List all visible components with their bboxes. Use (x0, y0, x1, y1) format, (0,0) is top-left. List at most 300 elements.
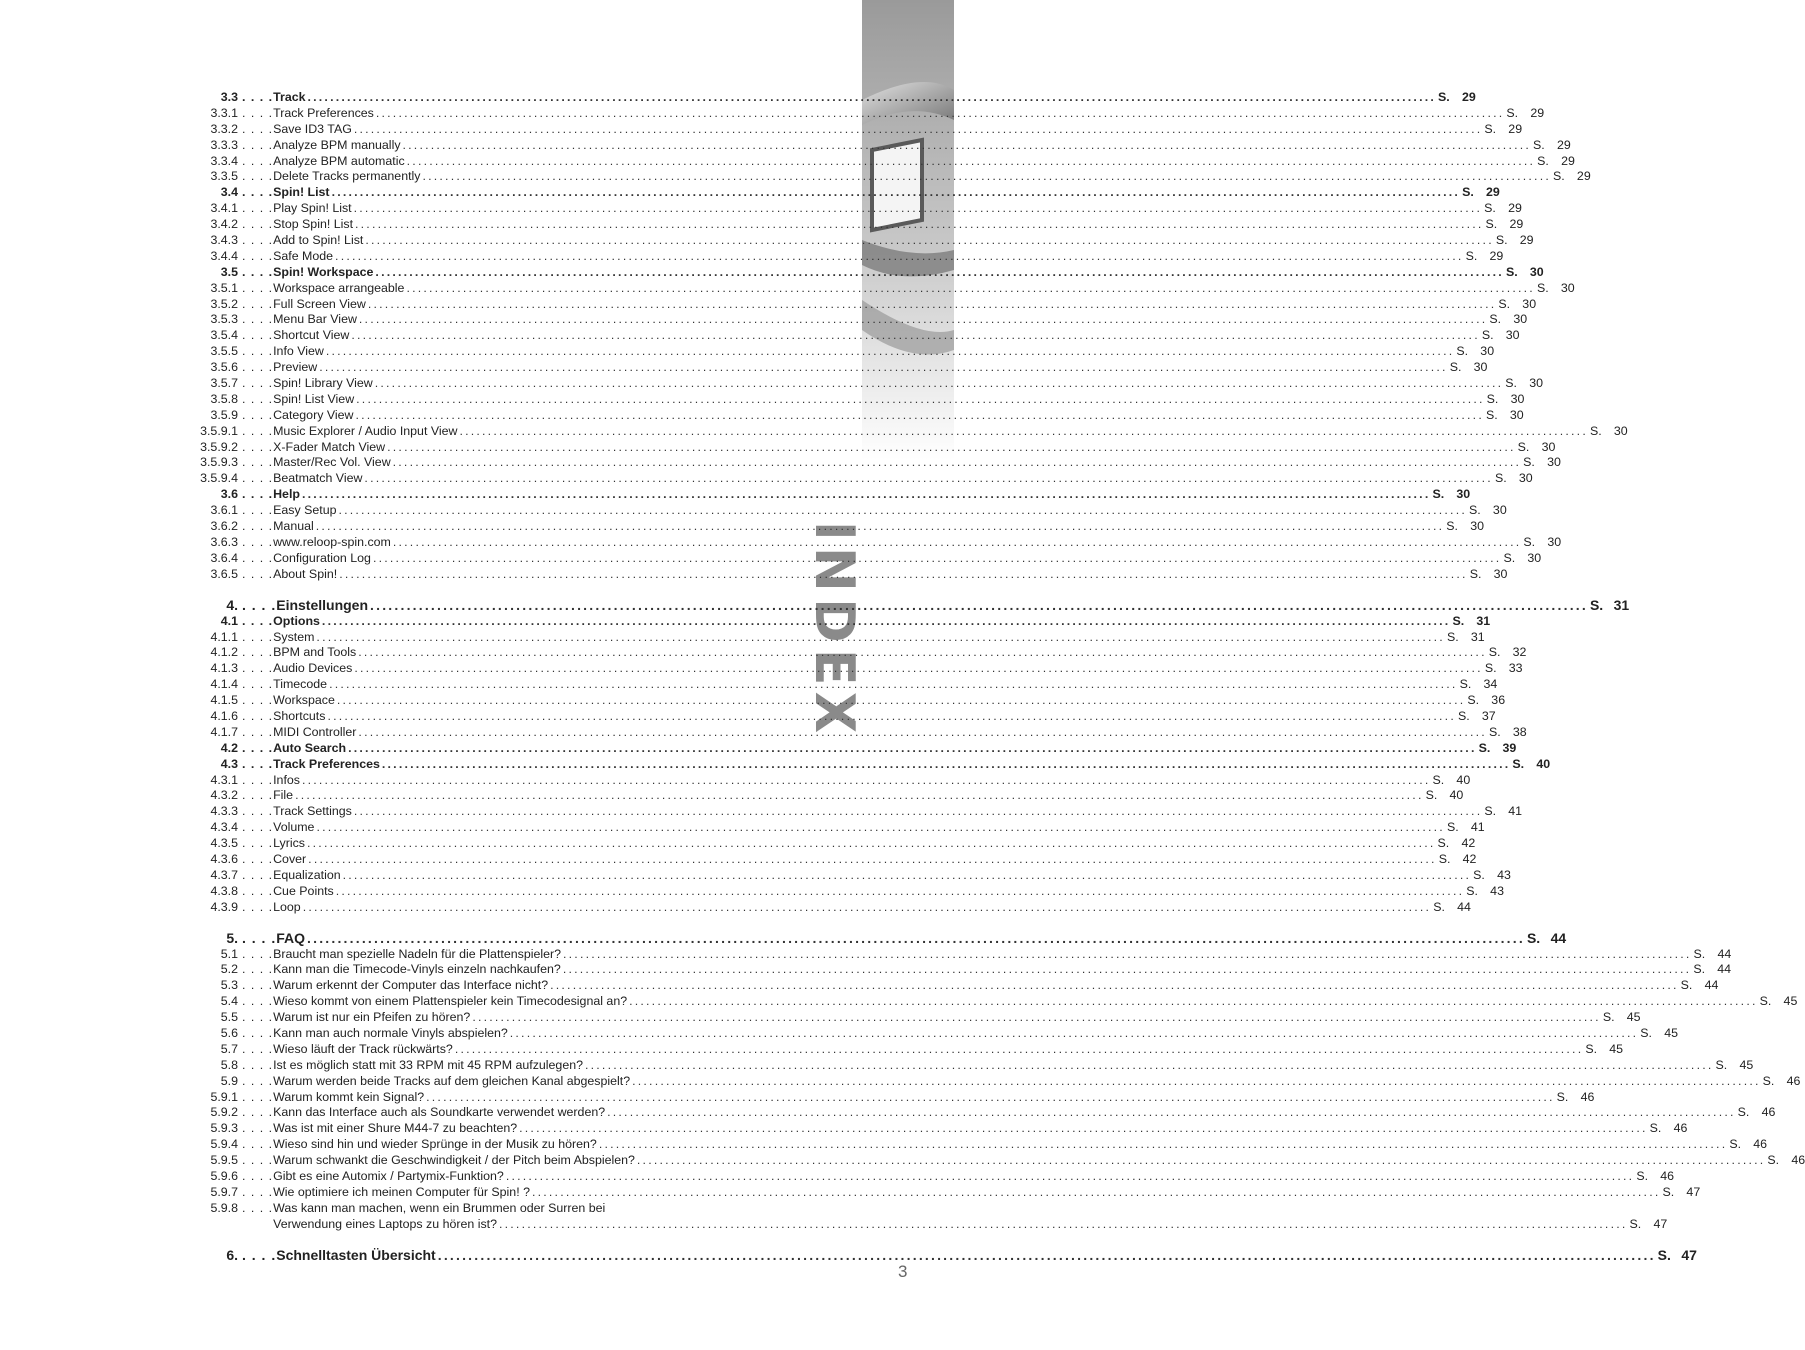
toc-entry-page: 30 (1547, 534, 1562, 549)
toc-entry-page-prefix: S. (1432, 487, 1445, 502)
toc-entry-number: 4.1.1 (210, 629, 238, 644)
toc-entry-page-prefix: S. (1473, 867, 1485, 882)
toc-entry-leader: . . . . (242, 1010, 274, 1025)
toc-entry-page: 32 (1512, 645, 1527, 660)
toc-entry-page-prefix: S. (1636, 1169, 1649, 1183)
toc-entry-leader: . . . . (242, 740, 274, 755)
toc-entry-dot-leader: ........................................................................................................................................................................................................ (308, 851, 1437, 866)
toc-entry-page-prefix: S. (1494, 471, 1507, 486)
toc-entry-page: 29 (1561, 153, 1575, 168)
toc-entry-leader: . . . . (242, 867, 274, 882)
toc-entry[interactable] (190, 248, 1504, 265)
toc-entry-title: Spin! Workspace (273, 264, 374, 279)
toc-entry-page: 30 (1547, 455, 1561, 470)
toc-entry[interactable] (190, 550, 1542, 567)
toc-entry-dot-leader: ........................................................................................................................................................................................................ (353, 201, 1483, 216)
toc-entry-page-prefix: S. (1438, 90, 1450, 104)
toc-entry-page: 44 (1550, 929, 1567, 946)
toc-entry-page: 30 (1473, 360, 1488, 375)
toc-entry[interactable] (190, 503, 1507, 519)
toc-entry[interactable] (190, 677, 1498, 693)
toc-entry-page: 29 (1508, 201, 1522, 216)
toc-entry-leader: . . . . (242, 1169, 274, 1183)
toc-entry[interactable] (190, 153, 1575, 170)
toc-entry-page-prefix: S. (1693, 946, 1706, 961)
toc-entry-dot-leader: ........................................................................................................................................................................................................ (505, 1169, 1635, 1183)
toc-entry-title: MIDI Controller (273, 724, 357, 739)
toc-entry[interactable] (190, 645, 1527, 661)
toc-entry-leader: . . . . (242, 1184, 274, 1199)
toc-entry[interactable] (190, 90, 1476, 106)
toc-entry-title: Workspace arrangeable (273, 280, 405, 295)
toc-entry-dot-leader: ........................................................................................................................................................................................................ (636, 1153, 1766, 1168)
toc-entry-number: 3.5.9.4 (200, 471, 238, 486)
toc-entry-page-prefix: S. (1467, 693, 1480, 708)
toc-entry-dot-leader: ........................................................................................................................................................................................................ (387, 439, 1516, 454)
toc-entry[interactable] (190, 962, 1732, 978)
toc-entry[interactable] (190, 487, 1471, 503)
toc-entry-dot-leader: ........................................................................................................................................................................................................ (327, 708, 1456, 723)
toc-entry-page: 43 (1490, 883, 1504, 898)
toc-entry-number: 5.9 (220, 1073, 238, 1088)
toc-entry-dot-leader: ........................................................................................................................................................................................................ (325, 344, 1455, 359)
toc-entry-page: 45 (1664, 1025, 1678, 1040)
toc-entry-page-prefix: S. (1759, 994, 1772, 1009)
toc-entry-title: Einstellungen (276, 596, 369, 613)
toc-entry-title: Wieso sind hin und wieder Sprünge in der Musik zu hören? (273, 1137, 597, 1152)
toc-entry-title: Help (273, 487, 300, 502)
toc-entry-leader: . . . . (242, 534, 274, 549)
toc-entry-title: Wieso kommt von einem Plattenspieler kein Timecodesignal an? (273, 994, 628, 1009)
toc-entry[interactable] (190, 1073, 1801, 1090)
toc-entry[interactable] (190, 596, 1630, 614)
toc-entry-title: Warum ist nur ein Pfeifen zu hören? (273, 1010, 471, 1025)
toc-entry-title: Play Spin! List (273, 201, 352, 216)
toc-entry-number: 5.1 (220, 946, 238, 961)
toc-entry-leader: . . . . (242, 566, 274, 581)
toc-entry-page-prefix: S. (1484, 661, 1497, 676)
toc-entry[interactable] (190, 1089, 1595, 1106)
toc-entry[interactable] (190, 105, 1545, 122)
toc-entry-leader: . . . . (242, 217, 274, 232)
toc-entry-page: 40 (1449, 788, 1464, 803)
toc-entry[interactable] (190, 185, 1500, 201)
toc-entry-leader: . . . . (242, 312, 274, 327)
toc-entry[interactable] (190, 296, 1537, 313)
toc-entry-number: 4.1.6 (210, 708, 238, 723)
toc-entry-title: Auto Search (273, 740, 347, 755)
toc-entry-dot-leader: ........................................................................................................................................................................................................ (367, 296, 1497, 311)
toc-entry-page: 46 (1791, 1153, 1805, 1168)
toc-entry-number: 3.6.5 (210, 566, 238, 581)
toc-entry-leader: . . . . (242, 1137, 274, 1152)
toc-entry-dot-leader: ........................................................................................................................................................................................................ (338, 503, 1467, 518)
toc-entry-leader: . . . . (242, 503, 274, 518)
toc-entry-dot-leader: ........................................................................................................................................................................................................ (358, 724, 1487, 739)
toc-entry-leader: . . . . (242, 296, 274, 311)
toc-entry-title: Warum erkennt der Computer das Interface nicht? (273, 978, 549, 993)
toc-entry-number: 4.3.3 (210, 804, 238, 819)
toc-entry[interactable] (190, 264, 1544, 281)
toc-entry[interactable] (190, 137, 1571, 154)
toc-entry-number: 4.1.2 (210, 645, 238, 660)
toc-entry[interactable] (190, 820, 1485, 836)
toc-entry[interactable] (190, 280, 1575, 297)
toc-entry-title: Analyze BPM manually (273, 137, 401, 152)
toc-entry-dot-leader: ........................................................................................................................................................................................................ (509, 1025, 1639, 1040)
toc-entry-number: 6. (226, 1246, 238, 1263)
toc-entry-page-prefix: S. (1505, 264, 1518, 279)
toc-entry-number: 3.5.3 (210, 312, 238, 327)
toc-entry-number: 5.2 (220, 962, 238, 977)
toc-entry-title: Spin! List (273, 185, 330, 200)
toc-entry[interactable] (190, 566, 1508, 583)
toc-entry-page: 29 (1519, 233, 1534, 248)
toc-entry-number: 3.4.3 (210, 233, 238, 248)
toc-entry-leader: . . . . (242, 1200, 274, 1215)
toc-entry-number: 5.9.7 (210, 1184, 238, 1199)
toc-entry-title: File (273, 788, 294, 803)
toc-entry-title: Audio Devices (273, 661, 353, 676)
toc-entry-leader: . . . . (242, 487, 274, 502)
toc-entry-page: 30 (1470, 519, 1484, 534)
toc-entry-title: Shortcut View (273, 328, 350, 343)
toc-entry-page: 29 (1576, 169, 1591, 184)
toc-entry-title: Kann man die Timecode-Vinyls einzeln nachkaufen? (273, 962, 561, 977)
toc-entry-page-prefix: S. (1589, 596, 1604, 613)
toc-entry-title: System (273, 629, 315, 644)
toc-entry-dot-leader: ........................................................................................................................................................................................................ (375, 264, 1504, 279)
toc-entry-dot-leader: ........................................................................................................................................................................................................ (563, 946, 1692, 961)
toc-entry-leader: . . . . (242, 899, 274, 914)
toc-entry[interactable] (190, 455, 1561, 471)
toc-entry-title: Gibt es eine Automix / Partymix-Funktion? (273, 1169, 504, 1183)
toc-entry-number: 3.6.2 (210, 519, 238, 534)
toc-entry-leader: . . . . (242, 820, 274, 835)
toc-entry-title: Track Preferences (273, 105, 374, 120)
toc-entry-leader: . . . . (242, 1121, 274, 1136)
toc-entry-page-prefix: S. (1589, 423, 1602, 438)
toc-entry-page: 31 (1613, 596, 1630, 613)
toc-entry-page: 29 (1530, 105, 1545, 120)
toc-entry[interactable] (190, 1153, 1805, 1169)
toc-entry-page: 46 (1753, 1137, 1768, 1152)
toc-entry-leader: . . . . (242, 962, 274, 977)
toc-entry-page: 31 (1476, 613, 1491, 628)
toc-entry-number: 3.3.2 (210, 121, 238, 136)
toc-entry-leader: . . . . (242, 185, 274, 200)
toc-entry-number: 5.7 (220, 1041, 238, 1056)
toc-entry-title: Ist es möglich statt mit 33 RPM mit 45 RPM aufzulegen? (273, 1057, 583, 1072)
toc-entry-dot-leader: ........................................................................................................................................................................................................ (372, 550, 1502, 565)
toc-entry[interactable] (190, 929, 1567, 947)
toc-entry[interactable] (190, 233, 1534, 249)
toc-entry-page: 46 (1660, 1169, 1675, 1183)
toc-entry-leader: . . . . (242, 233, 274, 248)
toc-entry-page: 42 (1462, 851, 1477, 866)
toc-entry-page: 41 (1508, 804, 1523, 819)
toc-entry-page-prefix: S. (1449, 360, 1462, 375)
toc-entry-page: 30 (1522, 296, 1537, 311)
toc-entry-leader: . . . . (242, 724, 274, 739)
toc-entry-page: 44 (1704, 978, 1719, 993)
toc-entry-page-prefix: S. (1512, 756, 1525, 771)
toc-entry[interactable] (190, 217, 1524, 233)
toc-entry-page-prefix: S. (1469, 503, 1481, 518)
toc-entry-title: Equalization (273, 867, 341, 882)
toc-entry[interactable] (190, 836, 1476, 852)
toc-entry[interactable] (190, 1137, 1768, 1153)
toc-entry-dot-leader: ........................................................................................................................................................................................................ (370, 596, 1588, 613)
toc-entry-page: 30 (1480, 344, 1495, 359)
toc-entry-page: 37 (1481, 708, 1496, 723)
toc-entry-number: 3.5.1 (210, 280, 238, 295)
toc-entry-number: 4.3 (220, 756, 238, 771)
toc-entry-leader: . . . . (242, 439, 274, 454)
toc-entry-page: 30 (1527, 550, 1542, 565)
toc-entry[interactable] (190, 788, 1464, 804)
toc-entry-page: 30 (1513, 312, 1528, 327)
toc-entry-page: 30 (1613, 423, 1628, 438)
toc-entry[interactable] (190, 1010, 1641, 1026)
toc-entry[interactable] (190, 994, 1798, 1010)
toc-entry-number: 5.9.3 (210, 1121, 238, 1136)
toc-entry-number: 4.3.8 (210, 883, 238, 898)
toc-entry-number: 5.4 (220, 994, 238, 1009)
toc-entry-page: 36 (1491, 693, 1506, 708)
toc-entry-page-prefix: S. (1556, 1089, 1569, 1104)
toc-entry[interactable] (190, 391, 1525, 408)
toc-entry-number: 4.1.4 (210, 677, 238, 692)
toc-entry-leader: . . . . (242, 1057, 274, 1072)
toc-entry-page: 47 (1686, 1184, 1701, 1199)
toc-entry-page: 30 (1510, 391, 1525, 406)
toc-entry-leader: . . . . (242, 550, 274, 565)
toc-entry[interactable] (190, 772, 1471, 789)
toc-entry[interactable] (190, 1169, 1675, 1185)
toc-entry-number: 4.3.2 (210, 788, 238, 803)
toc-entry-dot-leader: ........................................................................................................................................................................................................ (335, 248, 1464, 263)
toc-entry-number: 3.3 (220, 90, 238, 104)
toc-entry-leader: . . . . (242, 153, 274, 168)
toc-entry[interactable] (190, 613, 1491, 630)
toc-entry-page-prefix: S. (1485, 407, 1498, 422)
toc-entry[interactable] (190, 1057, 1754, 1074)
toc-entry-leader: . . . . (242, 137, 274, 152)
toc-entry-title: Cover (273, 851, 307, 866)
toc-entry-page-prefix: S. (1523, 455, 1535, 470)
toc-entry-page-prefix: S. (1495, 233, 1508, 248)
toc-entry[interactable] (190, 201, 1522, 217)
toc-entry[interactable] (190, 407, 1524, 424)
toc-entry-number: 3.5.9.2 (200, 439, 238, 454)
toc-entry-leader: . . . . (242, 90, 274, 104)
toc-entry-leader: . . . . (242, 264, 274, 279)
toc-entry-number: 3.3.3 (210, 137, 238, 152)
toc-entry-dot-leader: ........................................................................................................................................................................................................ (307, 929, 1525, 946)
toc-entry-leader: . . . . (242, 376, 274, 391)
toc-entry[interactable] (190, 1041, 1624, 1058)
toc-entry-title: Easy Setup (273, 503, 337, 518)
toc-entry-dot-leader: ........................................................................................................................................................................................................ (353, 804, 1483, 819)
toc-entry-page-prefix: S. (1553, 169, 1565, 184)
toc-entry-number: 5.9.8 (210, 1200, 238, 1215)
toc-entry[interactable] (190, 471, 1533, 487)
toc-entry-leader: . . . . (242, 804, 274, 819)
toc-entry-dot-leader: ........................................................................................................................................................................................................ (632, 1073, 1761, 1088)
toc-entry[interactable] (190, 740, 1517, 757)
toc-entry-page-prefix: S. (1432, 772, 1445, 787)
toc-entry-title: Timecode (273, 677, 328, 692)
toc-entry-title: Warum werden beide Tracks auf dem gleichen Kanal abgespielt? (273, 1073, 631, 1088)
toc-entry-page-prefix: S. (1459, 677, 1472, 692)
toc-entry[interactable] (190, 867, 1511, 884)
toc-entry-page-prefix: S. (1649, 1121, 1662, 1136)
toc-entry[interactable] (190, 1184, 1701, 1201)
toc-entry[interactable] (190, 708, 1496, 725)
toc-entry-leader: . . . . (242, 423, 274, 438)
toc-entry-page: 44 (1717, 962, 1732, 977)
toc-entry-title: Wie optimiere ich meinen Computer für Spin! ? (273, 1184, 530, 1199)
toc-entry[interactable] (190, 724, 1527, 741)
toc-entry[interactable] (190, 756, 1551, 773)
toc-entry[interactable] (190, 1025, 1678, 1042)
toc-entry-title: Master/Rec Vol. View (273, 455, 391, 470)
toc-entry-page-prefix: S. (1457, 708, 1470, 723)
toc-entry-leader: . . . . (242, 1105, 274, 1120)
toc-entry-leader: . . . . (242, 201, 274, 216)
toc-entry-number: 4.3.9 (210, 899, 238, 914)
toc-entry-title: X-Fader Match View (273, 439, 386, 454)
toc-entry[interactable] (190, 1246, 1697, 1264)
toc-entry-leader: . . . . (242, 596, 277, 613)
toc-entry-leader: . . . . (242, 455, 274, 470)
toc-entry[interactable] (190, 661, 1523, 677)
toc-entry-dot-leader: ........................................................................................................................................................................................................ (531, 1184, 1661, 1199)
toc-entry-number: 3.4.4 (210, 248, 238, 263)
toc-entry-dot-leader: ........................................................................................................................................................................................................ (355, 407, 1484, 422)
toc-entry-title: Wieso läuft der Track rückwärts? (273, 1041, 453, 1056)
toc-entry[interactable] (190, 978, 1719, 994)
toc-entry-number: 3.3.1 (210, 105, 238, 120)
toc-entry[interactable] (190, 851, 1477, 868)
toc-entry-title: Save ID3 TAG (273, 121, 352, 136)
toc-entry-page-prefix: S. (1437, 836, 1450, 851)
toc-entry-dot-leader: ........................................................................................................................................................................................................ (307, 90, 1437, 104)
toc-entry-dot-leader: ........................................................................................................................................................................................................ (319, 360, 1448, 375)
toc-entry-number: 4.3.6 (210, 851, 238, 866)
toc-entry-title: Was ist mit einer Shure M44-7 zu beachten? (273, 1121, 518, 1136)
toc-entry[interactable] (190, 1105, 1776, 1121)
toc-entry-title: Loop (273, 899, 301, 914)
toc-entry-leader: . . . . (242, 708, 274, 723)
toc-entry-page: 30 (1509, 407, 1524, 422)
toc-entry-dot-leader: ........................................................................................................................................................................................................ (351, 328, 1480, 343)
toc-entry-page-prefix: S. (1484, 804, 1497, 819)
toc-entry-title: Delete Tracks permanently (273, 169, 421, 184)
toc-entry-dot-leader: ........................................................................................................................................................................................................ (329, 677, 1458, 692)
toc-entry-title: Schnelltasten Übersicht (276, 1246, 436, 1263)
toc-entry-page: 45 (1626, 1010, 1641, 1025)
toc-entry-page: 45 (1609, 1041, 1624, 1056)
toc-entry-number: 5.9.4 (210, 1137, 238, 1152)
toc-entry-number: 5.3 (220, 978, 238, 993)
toc-entry[interactable] (190, 1216, 1668, 1233)
toc-entry-page: 29 (1486, 185, 1500, 200)
toc-entry-leader: . . . . (242, 677, 274, 692)
toc-entry-page-prefix: S. (1452, 613, 1465, 628)
toc-entry-dot-leader: ........................................................................................................................................................................................................ (459, 423, 1588, 438)
toc-entry[interactable] (190, 328, 1520, 344)
toc-entry-dot-leader: ........................................................................................................................................................................................................ (392, 534, 1522, 549)
toc-entry[interactable] (190, 899, 1471, 916)
toc-entry[interactable] (190, 1121, 1688, 1137)
toc-entry-number: 5.9.6 (210, 1169, 238, 1183)
toc-entry[interactable] (190, 312, 1528, 328)
toc-entry-title: Kann das Interface auch als Soundkarte verwendet werden? (273, 1105, 606, 1120)
toc-entry-page-prefix: S. (1484, 121, 1497, 136)
toc-entry[interactable] (190, 693, 1506, 709)
toc-entry-page-prefix: S. (1729, 1137, 1742, 1152)
toc-entry-leader: . . . . (242, 1153, 274, 1168)
toc-entry[interactable] (190, 344, 1495, 360)
toc-entry-page-prefix: S. (1446, 629, 1459, 644)
toc-entry[interactable] (190, 1201, 770, 1217)
toc-entry-number: 3.4.1 (210, 201, 238, 216)
toc-entry-page-prefix: S. (1498, 296, 1511, 311)
toc-entry-title: Volume (273, 820, 315, 835)
toc-entry-leader: . . . . (242, 756, 274, 771)
index-title-text: INDEX (803, 520, 867, 740)
toc-entry-title: Kann man auch normale Vinyls abspielen? (273, 1025, 508, 1040)
toc-entry[interactable] (190, 804, 1523, 820)
toc-entry-title: FAQ (276, 929, 306, 946)
toc-entry-title: Shortcuts (273, 708, 326, 723)
toc-entry-page-prefix: S. (1523, 534, 1536, 549)
toc-entry[interactable] (190, 946, 1732, 963)
toc-entry[interactable] (190, 519, 1484, 535)
toc-entry-leader: . . . . (242, 519, 274, 534)
toc-entry-number: 3.3.5 (210, 169, 238, 184)
toc-entry[interactable] (190, 169, 1591, 185)
toc-entry-leader: . . . . (242, 248, 274, 263)
toc-entry-dot-leader: ........................................................................................................................................................................................................ (339, 566, 1468, 581)
toc-entry[interactable] (190, 439, 1556, 456)
toc-entry-page-prefix: S. (1526, 929, 1541, 946)
toc-entry-page-prefix: S. (1693, 962, 1706, 977)
toc-entry-page: 44 (1457, 899, 1471, 914)
toc-entry-dot-leader: ........................................................................................................................................................................................................ (364, 471, 1493, 486)
toc-entry[interactable] (190, 534, 1562, 551)
toc-entry[interactable] (190, 360, 1488, 376)
toc-entry-dot-leader: ........................................................................................................................................................................................................ (562, 962, 1692, 977)
toc-entry-number: 5.9.1 (210, 1089, 238, 1104)
toc-entry-title: Verwendung eines Laptops zu hören ist? (273, 1216, 497, 1231)
toc-entry[interactable] (190, 376, 1543, 392)
toc-entry[interactable] (190, 629, 1485, 646)
toc-entry[interactable] (190, 423, 1628, 440)
toc-entry-leader: . . . . (242, 994, 274, 1009)
toc-entry-number: 4. (226, 596, 238, 613)
toc-entry-leader: . . . . (242, 772, 274, 787)
toc-entry-page-prefix: S. (1715, 1057, 1728, 1072)
toc-entry[interactable] (190, 883, 1504, 900)
toc-entry[interactable] (190, 121, 1523, 138)
page-number: 3 (898, 1262, 908, 1281)
toc-entry-dot-leader: ........................................................................................................................................................................................................ (598, 1137, 1728, 1152)
toc-entry-dot-leader: ........................................................................................................................................................................................................ (499, 1216, 1628, 1231)
toc-entry-page-prefix: S. (1433, 899, 1445, 914)
